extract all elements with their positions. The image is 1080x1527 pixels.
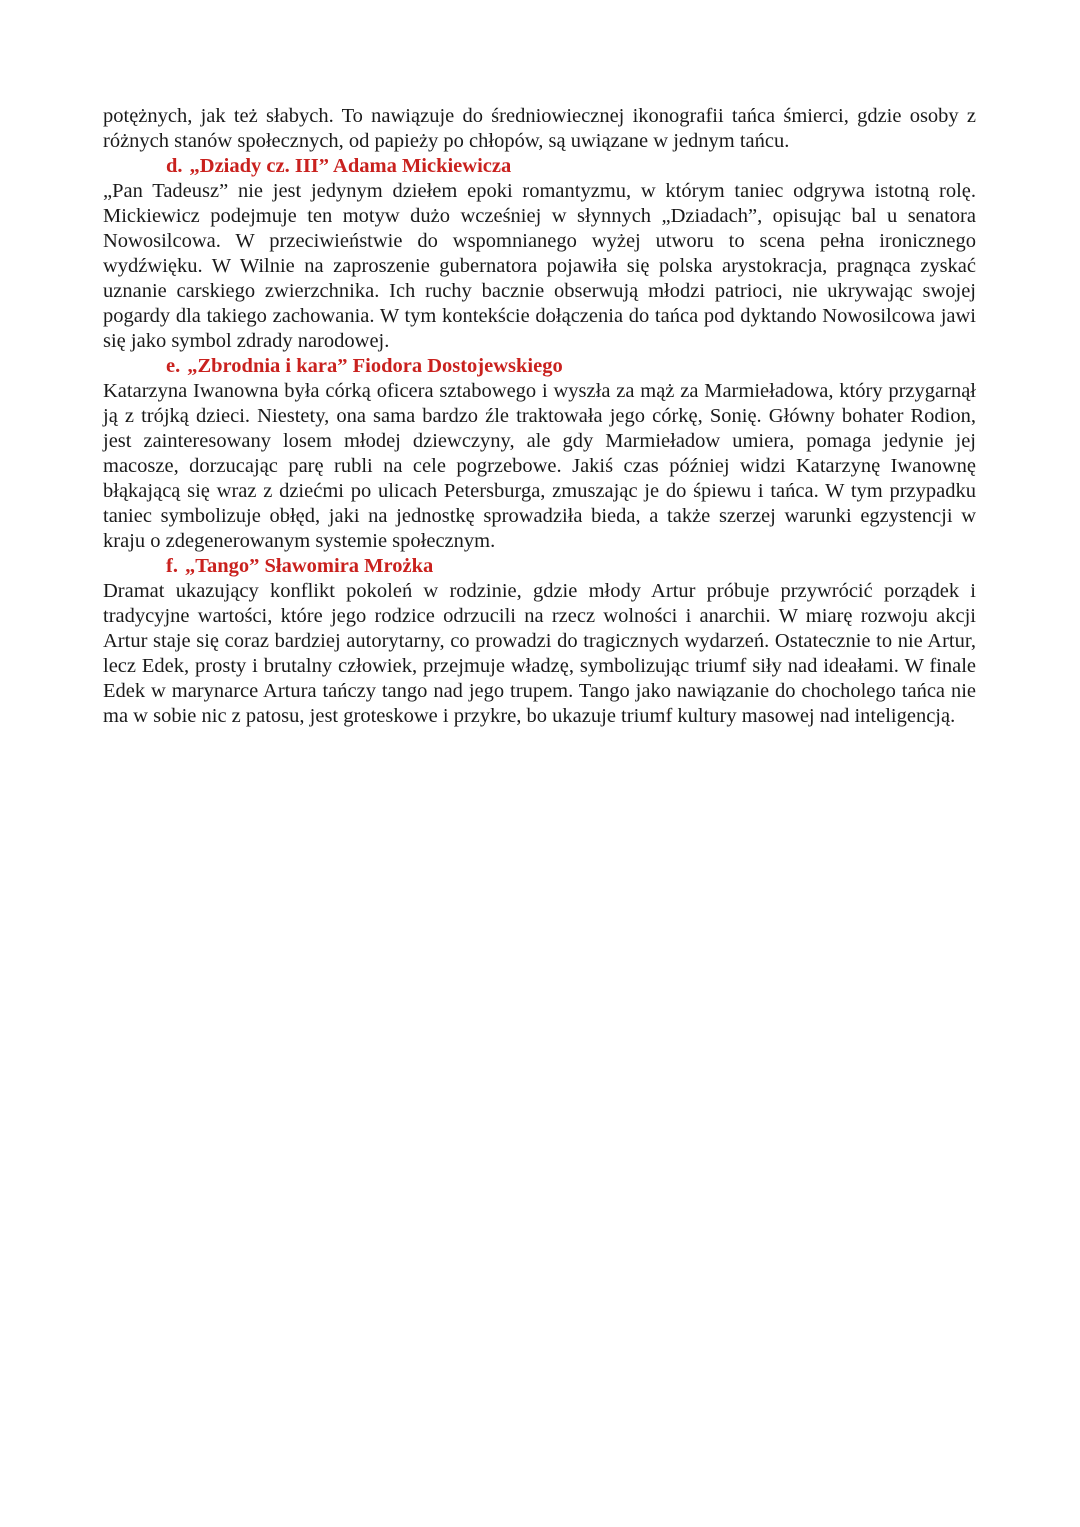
section-paragraph-f: Dramat ukazujący konflikt pokoleń w rodzinie, gdzie młody Artur próbuje przywrócić porządek i tradycyjne wartości, które jego rodzice odrzucili na rzecz wolności i anarchii. W miarę rozwoju akcji Artur staje się coraz bardziej autorytarny, co prowadzi do tragicznych wydarzeń. Ostatecznie to nie Artur, lecz Edek, prosty i brutalny człowiek, przejmuje władzę, symbolizując triumf siły nad ideałami. W finale Edek w marynarce Artura tańczy tango nad jego trupem. Tango jako nawiązanie do chocholego tańca nie ma w sobie nic z patosu, jest groteskowe i przykre, bo ukazuje triumf kultury masowej nad inteligencją. bbox=[103, 580, 976, 727]
section-letter: f. bbox=[166, 555, 178, 577]
section-letter: d. bbox=[166, 155, 183, 177]
section-title: „Tango” Sławomira Mrożka bbox=[184, 555, 434, 577]
section-paragraph-e: Katarzyna Iwanowna była córką oficera sztabowego i wyszła za mąż za Marmieładowa, który przygarnął ją z trójką dzieci. Niestety, ona sama bardzo źle traktowała jego córkę, Sonię. Główny bohater Rodion, jest zainteresowany losem młodej dziewczyny, ale gdy Marmieładow umiera, pomaga jedynie jej macosze, dorzucając parę rubli na cele pogrzebowe. Jakiś czas później widzi Katarzynę Iwanownę błąkającą się wraz z dziećmi po ulicach Petersburga, zmuszając je do śpiewu i tańca. W tym przypadku taniec symbolizuje obłęd, jaki na jednostkę sprowadziła bieda, a także szerzej warunki egzystencji w kraju o zdegenerowanym systemie społecznym. bbox=[103, 380, 976, 552]
section-title: „Zbrodnia i kara” Fiodora Dostojewskiego bbox=[187, 355, 563, 377]
intro-paragraph: potężnych, jak też słabych. To nawiązuje do średniowiecznej ikonografii tańca śmierci, gdzie osoby z różnych stanów społecznych, od papieży po chłopów, są uwiązane w jednym tańcu. bbox=[103, 105, 976, 152]
section-heading-d bbox=[103, 154, 976, 179]
document-page bbox=[103, 104, 976, 729]
section-heading-e bbox=[103, 354, 976, 379]
section-paragraph-d: „Pan Tadeusz” nie jest jedynym dziełem epoki romantyzmu, w którym taniec odgrywa istotną rolę. Mickiewicz podejmuje ten motyw dużo wcześniej w słynnych „Dziadach”, opisując bal u senatora Nowosilcowa. W przeciwieństwie do wspomnianego wyżej utworu to scena pełna ironicznego wydźwięku. W Wilnie na zaproszenie gubernatora pojawiła się polska arystokracja, pragnąca zyskać uznanie carskiego zwierzchnika. Ich ruchy bacznie obserwują młodzi patrioci, nie ukrywając swojej pogardy dla takiego zachowania. W tym kontekście dołączenia do tańca pod dyktando Nowosilcowa jawi się jako symbol zdrady narodowej. bbox=[103, 180, 976, 352]
section-title: „Dziady cz. III” Adama Mickiewicza bbox=[189, 155, 512, 177]
section-letter: e. bbox=[166, 355, 181, 377]
section-heading-f bbox=[103, 554, 976, 579]
